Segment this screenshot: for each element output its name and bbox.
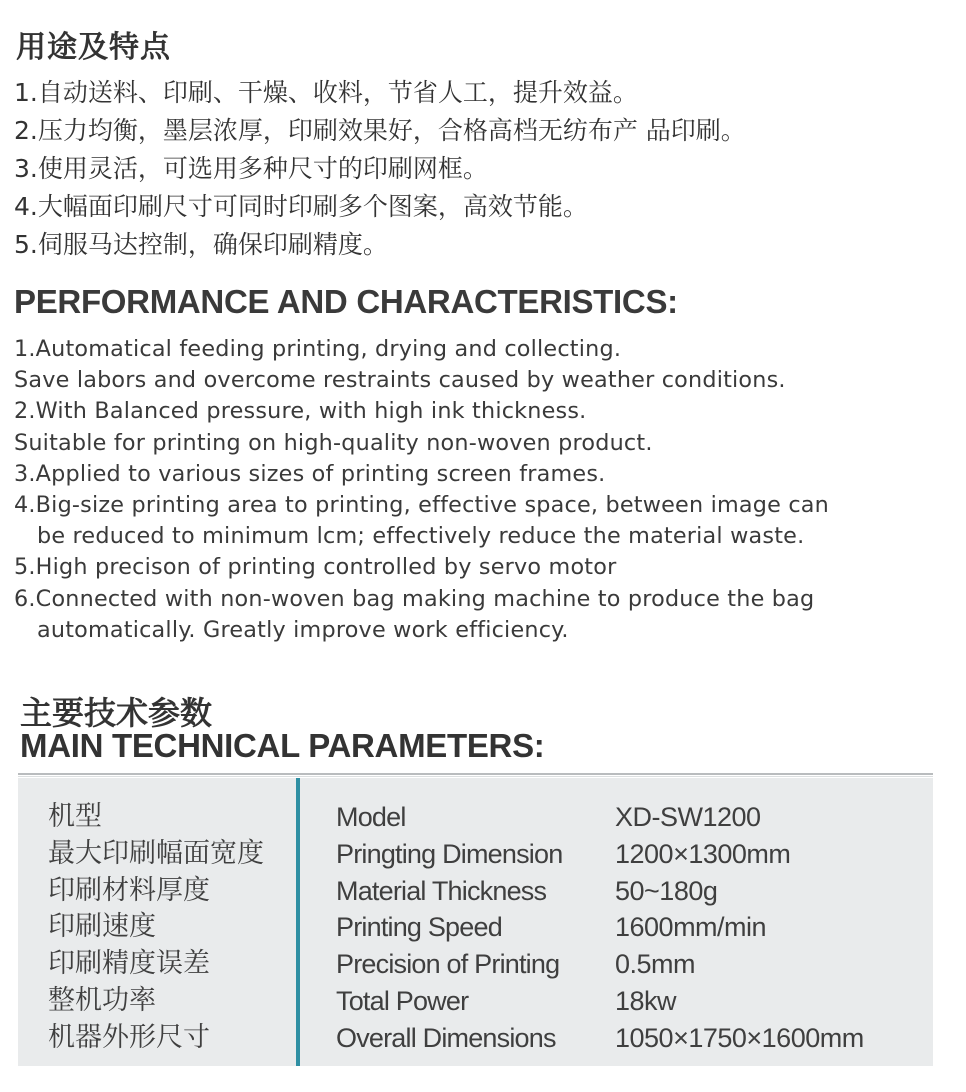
parameter-label-cn: 印刷精度误差 [48, 948, 210, 980]
features-en-line: automatically. Greatly improve work efficiency. [37, 616, 569, 643]
parameter-label-cn: 整机功率 [48, 984, 156, 1016]
parameter-label-cn: 印刷速度 [48, 911, 156, 943]
features-en-line: Save labors and overcome restraints caused by weather conditions. [14, 367, 786, 394]
features-en-line: 3.Applied to various sizes of printing screen frames. [14, 460, 606, 487]
table-top-rule-light [18, 776, 933, 777]
features-cn-item: 5.伺服马达控制，确保印刷精度。 [14, 230, 388, 259]
parameter-label-en: Pringting Dimension [336, 838, 563, 869]
parameters-cn-heading: 主要技术参数 [20, 694, 213, 732]
parameter-label-en: Overall Dimensions [336, 1022, 556, 1053]
features-cn-item: 3.使用灵活，可选用多种尺寸的印刷网框。 [14, 154, 488, 183]
parameter-label-cn: 机型 [48, 801, 102, 832]
features-en-line: 1.Automatical feeding printing, drying and collecting. [14, 336, 622, 362]
parameter-label-cn: 机器外形尺寸 [48, 1021, 210, 1053]
parameter-value: XD-SW1200 [615, 802, 761, 832]
features-cn-item: 1.自动送料、印刷、干燥、收料，节省人工，提升效益。 [14, 78, 638, 107]
parameters-en-heading: MAIN TECHNICAL PARAMETERS: [20, 727, 545, 764]
features-cn-list [14, 74, 746, 264]
parameter-value: 1600mm/min [615, 912, 767, 943]
features-en-line: 4.Big-size printing area to printing, effective space, between image can [14, 492, 829, 519]
features-cn-heading: 用途及特点 [16, 30, 171, 65]
parameter-label-en: Model [336, 802, 406, 832]
parameter-value: 18kw [615, 985, 677, 1016]
parameter-label-en: Precision of Printing [336, 949, 560, 980]
features-en-list [14, 334, 829, 646]
parameter-label-en: Total Power [336, 985, 469, 1016]
features-en-line: 5.High precison of printing controlled by servo motor [14, 554, 617, 581]
parameter-value: 1050×1750×1600mm [615, 1022, 864, 1053]
features-en-heading: PERFORMANCE AND CHARACTERISTICS: [14, 283, 678, 320]
features-en-line: 6.Connected with non-woven bag making machine to produce the bag [14, 585, 815, 612]
features-en-line: 2.With Balanced pressure, with high ink thickness. [14, 398, 587, 425]
features-en-line: be reduced to minimum lcm; effectively reduce the material waste. [37, 523, 805, 550]
parameter-value: 0.5mm [615, 949, 696, 980]
parameter-values [615, 799, 864, 1057]
parameter-value: 50~180g [615, 875, 718, 906]
features-cn-item: 4.大幅面印刷尺寸可同时印刷多个图案，高效节能。 [14, 192, 588, 221]
parameter-label-cn: 印刷材料厚度 [48, 874, 210, 906]
parameter-label-en: Material Thickness [336, 875, 547, 906]
parameter-label-cn: 最大印刷幅面宽度 [48, 837, 264, 869]
table-column-divider [296, 778, 300, 1066]
parameter-label-en: Printing Speed [336, 912, 502, 943]
parameter-labels-cn [48, 799, 264, 1057]
parameter-labels-en [336, 799, 562, 1057]
features-cn-item: 2.压力均衡，墨层浓厚，印刷效果好，合格高档无纺布产 品印刷。 [14, 116, 746, 145]
table-top-rule [18, 773, 933, 775]
parameter-value: 1200×1300mm [615, 838, 791, 869]
features-en-line: Suitable for printing on high-quality non-woven product. [14, 429, 653, 456]
